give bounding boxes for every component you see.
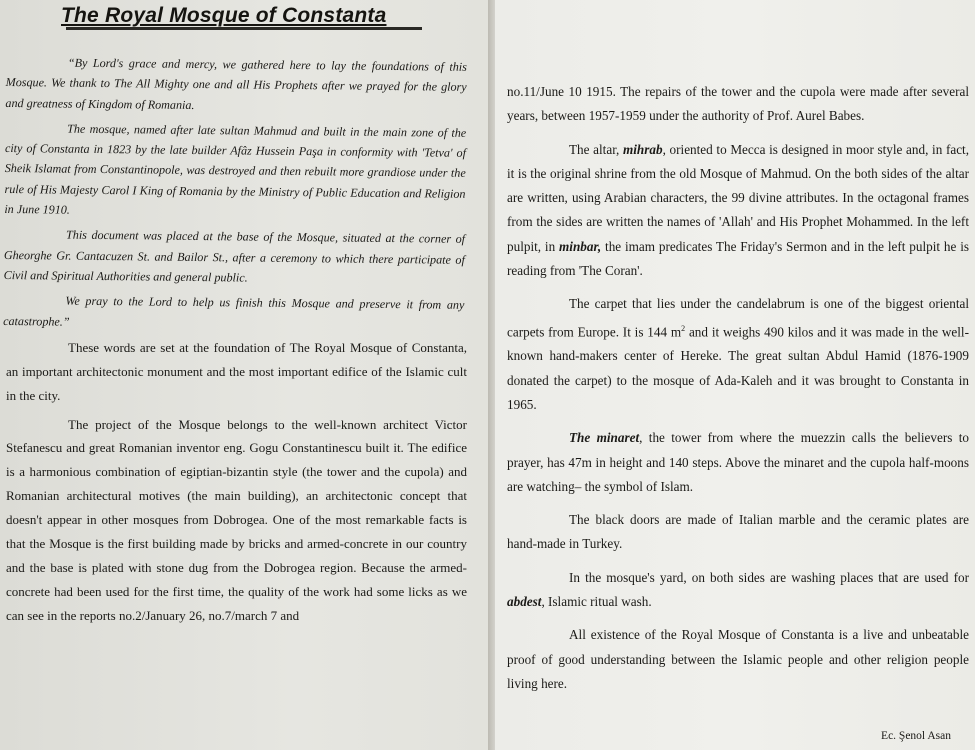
quote-paragraph: “By Lord's grace and mercy, we gathered here to lay the foundations of this Mosque. We thank to The All Mighty one and all His Prophets after we prayed for the glory and greatness of Kingdom of Romania. — [5, 55, 467, 112]
keyword-abdest: abdest — [507, 594, 542, 610]
text-span: The altar, — [569, 141, 624, 157]
body-paragraph — [507, 426, 969, 499]
body-paragraph — [507, 138, 969, 284]
text-span: , Islamic ritual wash. — [541, 594, 652, 610]
body-paragraph: The black doors are made of Italian marble and the ceramic plates are hand-made in Turkey. — [507, 512, 969, 552]
author-signature: Ec. Şenol Asan — [881, 730, 951, 742]
text-span: In the mosque's yard, on both sides are washing places that are used for — [569, 569, 969, 585]
left-body-text — [6, 336, 467, 628]
page-title: The Royal Mosque of Constanta — [61, 4, 387, 27]
quote-paragraph: This document was placed at the base of the Mosque, situated at the corner of Gheorghe Gr. Cantacuzen St. and Bailor St., after a ceremony to which there participate of Civil and Spiritual Authorities and general public. — [3, 228, 466, 285]
quote-paragraph: We pray to the Lord to help us finish this Mosque and preserve it from any catastrophe.” — [3, 293, 465, 329]
body-paragraph — [507, 292, 969, 417]
text-span: The carpet that lies under the candelabrum is one of the biggest oriental carpets from Europe. It is 144 m — [507, 296, 969, 340]
right-page — [495, 0, 975, 750]
text-span: the imam predicates The Friday's Sermon and in the left pulpit he is reading from 'The Coran'. — [507, 238, 970, 279]
superscript: 2 — [681, 323, 686, 333]
text-span: , the tower from where the muezzin calls the believers to prayer, has 47m in height and 140 steps. Above the minaret and the cupola half-moons are watching– the symbol of Islam. — [507, 430, 970, 494]
foundation-document-quote — [3, 52, 467, 336]
text-span: and it weighs 490 kilos and it was made in the well-known hand-makers center of Hereke. The great sultan Abdul Hamid (1876-1909 donated the carpet) to the mosque of Ada-Kaleh and it was brought to Constanta in 1965. — [507, 324, 969, 412]
keyword-minaret: The minaret — [569, 430, 640, 446]
right-body-text — [507, 80, 969, 696]
body-paragraph: The project of the Mosque belongs to the well-known architect Victor Stefanescu and great Romanian inventor eng. Gogu Constantinescu built it. The edifice is a harmonious combination of egiptian-bizantin style (the tower and the cupola) and Romanian architectural motives (the main building), an architectonic concept that doesn't appear in other mosques from Dobrogea. One of the most remarkable facts is that the Mosque is the first building made by bricks and armed-concrete in our country and the base is plated with stone dug from the Dobrogea region. Because the armed-concrete had been used for the first time, the quality of the work had some licks as we can see in the reports no.2/January 26, no.7/march 7 and — [6, 416, 467, 623]
body-paragraph: All existence of the Royal Mosque of Constanta is a live and unbeatable proof of good understanding between the Islamic people and other religion people living here. — [507, 627, 969, 691]
keyword-mihrab: mihrab — [623, 141, 663, 157]
text-span: , oriented to Mecca is designed in moor style and, in fact, it is the original shrine from the old Mosque of Mahmud. On the both sides of the altar are written, using Arabian characters, the 99 divine attributes. In the octagonal frames from the sides are written the names of 'Allah' and His Prophet Mohammed. In the left pulpit, in — [507, 141, 970, 254]
keyword-minbar: minbar, — [559, 238, 602, 254]
body-paragraph: These words are set at the foundation of The Royal Mosque of Constanta, an important architectonic monument and the most important edifice of the Islamic cult in the city. — [6, 339, 467, 403]
quote-paragraph: The mosque, named after late sultan Mahmud and built in the main zone of the city of Constanta in 1823 by the late builder Afâz Hussein Paşa in conformity with 'Tetva' of Sheik Islamat from Constantinopole, was destroyed and then rebuilt more grandiose under the rule of His Majesty Carol I King of Romania by the Ministry of Public Education and Religion in June 1910. — [4, 121, 467, 217]
body-paragraph — [507, 566, 969, 615]
body-paragraph: no.11/June 10 1915. The repairs of the tower and the cupola were made after several years, between 1957-1959 under the authority of Prof. Aurel Babes. — [507, 84, 969, 124]
